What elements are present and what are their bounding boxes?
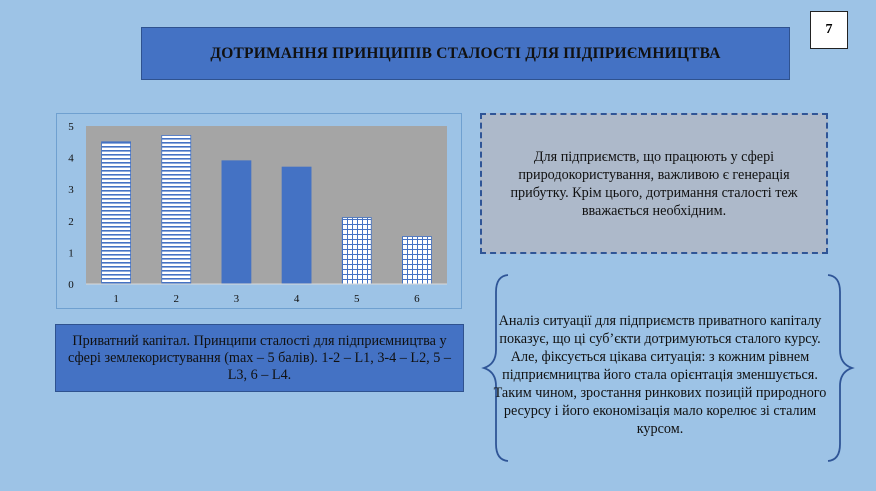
y-tick-label: 0 [68, 279, 74, 291]
y-tick-label: 2 [68, 215, 74, 228]
bar-1 [102, 142, 131, 284]
plot-area [86, 126, 447, 284]
right-brace [828, 275, 852, 461]
x-tick-label: 1 [113, 293, 119, 305]
chart-caption-text: Приватний капітал. Принципи сталості для підприємництва у сфері землекористування (max – 5 балів). 1-2 – L1, 3-4 – L2, 5 – L3, 6 – L4. [67, 332, 452, 383]
bar-chart [56, 113, 462, 309]
x-tick-label: 4 [293, 293, 300, 305]
analysis-text: Аналіз ситуації для підприємств приватного капіталу показує, що ці суб’єкти дотримуються сталого курсу. Але, фіксується цікава ситуація: з кожним рівнем підприємництва його стала орієнтація зменшується. Таким чином, зростання ринкових позицій природного ресурсу і його економізація мало корелює зі сталим курсом. [493, 313, 827, 437]
page-number-text: 7 [825, 22, 833, 37]
bar-chart-svg [57, 114, 463, 310]
chart-caption [55, 324, 464, 392]
x-tick-label: 6 [414, 293, 420, 305]
bar-2 [162, 135, 191, 284]
bar-6 [402, 237, 431, 284]
note-box-text: Для підприємств, що працюють у сфері природокористування, важливою є генерація прибутку. Крім цього, дотримання сталості теж вважається необхідним. [510, 148, 798, 219]
y-tick-label: 1 [68, 247, 74, 260]
y-tick-label: 5 [68, 121, 74, 133]
x-tick-label: 2 [173, 293, 179, 305]
y-tick-label: 3 [68, 184, 74, 197]
note-box [480, 113, 828, 254]
x-tick-label: 3 [233, 293, 240, 305]
bar-5 [342, 218, 371, 284]
x-tick-label: 5 [354, 293, 360, 305]
analysis-text-block [493, 289, 827, 461]
bar-3 [222, 161, 251, 284]
page-number [810, 11, 848, 49]
slide-title-text: ДОТРИМАННЯ ПРИНЦИПІВ СТАЛОСТІ ДЛЯ ПІДПРИЄМНИЦТВА [210, 44, 721, 62]
bar-4 [282, 167, 311, 284]
y-tick-label: 4 [68, 152, 74, 165]
slide-title [141, 27, 790, 80]
